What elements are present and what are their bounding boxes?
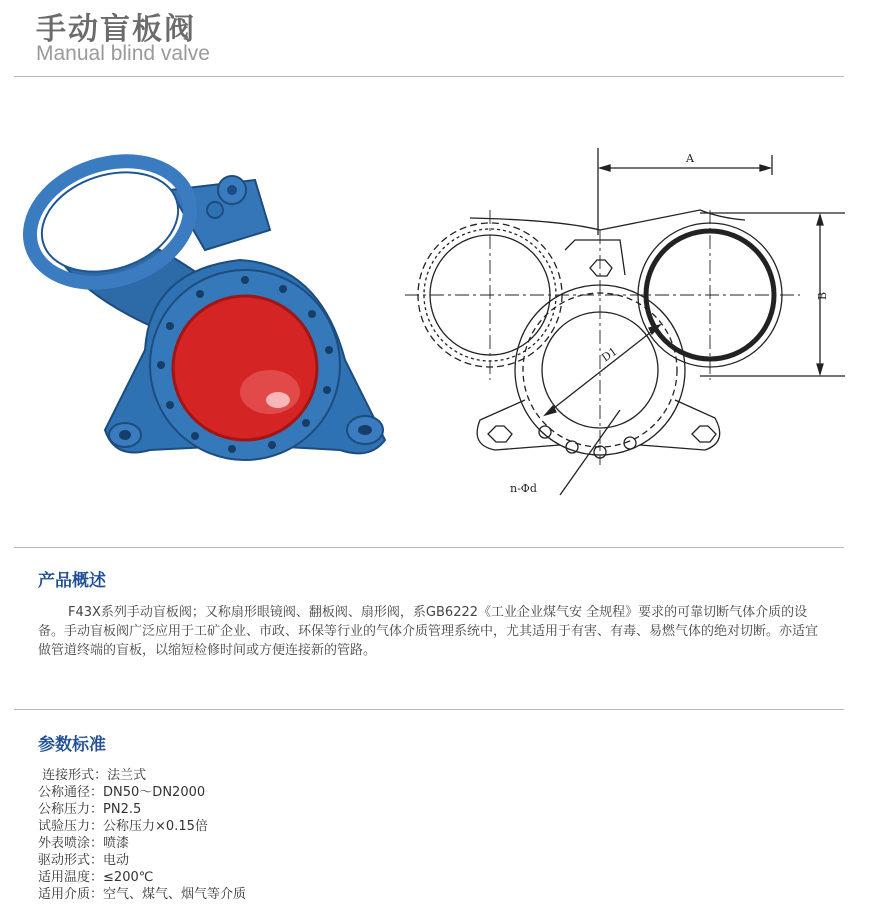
param-value: DN50～DN2000 <box>103 785 206 800</box>
param-value: PN2.5 <box>103 802 142 817</box>
param-item: 连接形式：法兰式 <box>38 768 147 783</box>
param-value: 公称压力×0.15倍 <box>103 819 208 834</box>
param-item: 公称通径：DN50～DN2000 <box>38 785 206 800</box>
param-label: 驱动形式 <box>38 853 91 868</box>
dimension-b-label: B <box>816 291 829 300</box>
param-value: 空气、煤气、烟气等介质 <box>103 887 247 902</box>
param-item: 试验压力：公称压力×0.15倍 <box>38 819 208 834</box>
overview-title: 产品概述 <box>38 571 106 591</box>
param-item: 公称压力：PN2.5 <box>38 802 142 817</box>
param-item: 适用介质：空气、煤气、烟气等介质 <box>38 887 247 902</box>
figure-divider <box>14 547 844 548</box>
overview-divider <box>14 709 844 710</box>
param-item: 外表喷涂：喷漆 <box>38 836 130 851</box>
param-label: 适用温度 <box>38 870 91 885</box>
param-value: 法兰式 <box>107 768 147 783</box>
param-value: 电动 <box>103 853 130 868</box>
bolt-hole-label: n-Φd <box>510 482 537 495</box>
param-label: 试验压力 <box>38 819 91 834</box>
dimension-a-label: A <box>686 152 694 165</box>
param-value: ≤200℃ <box>103 870 154 885</box>
params-title: 参数标准 <box>38 735 106 755</box>
overview-text: F43X系列手动盲板阀；又称扇形眼镜阀、翻板阀、扇形阀，系GB6222《工业企业煤气安 全规程》要求的可靠切断气体介质的设备。手动盲板阀广泛应用于工矿企业、市政、环保等行业的气体介质管理系统中，尤其适用于有害、有毒、易燃气体的绝对切断。亦适宜做管道终端的盲板，以缩短检修时间或方便连接新的管路。 <box>38 605 819 658</box>
valve-photo <box>14 141 385 460</box>
header-divider <box>14 76 844 77</box>
product-figure <box>0 100 871 520</box>
param-label: 公称压力 <box>38 802 91 817</box>
page-title: 手动盲板阀 <box>36 12 196 47</box>
param-item: 适用温度：≤200℃ <box>38 870 154 885</box>
param-label: 公称通径 <box>38 785 91 800</box>
param-value: 喷漆 <box>103 836 130 851</box>
params-list <box>38 767 246 903</box>
param-label: 外表喷涂 <box>38 836 91 851</box>
param-label: 连接形式 <box>38 768 95 783</box>
valve-drawing <box>405 148 845 495</box>
param-item: 驱动形式：电动 <box>38 853 130 868</box>
diameter-d1-label: D1 <box>599 344 620 365</box>
param-label: 适用介质 <box>38 887 91 902</box>
page-subtitle: Manual blind valve <box>36 42 210 65</box>
